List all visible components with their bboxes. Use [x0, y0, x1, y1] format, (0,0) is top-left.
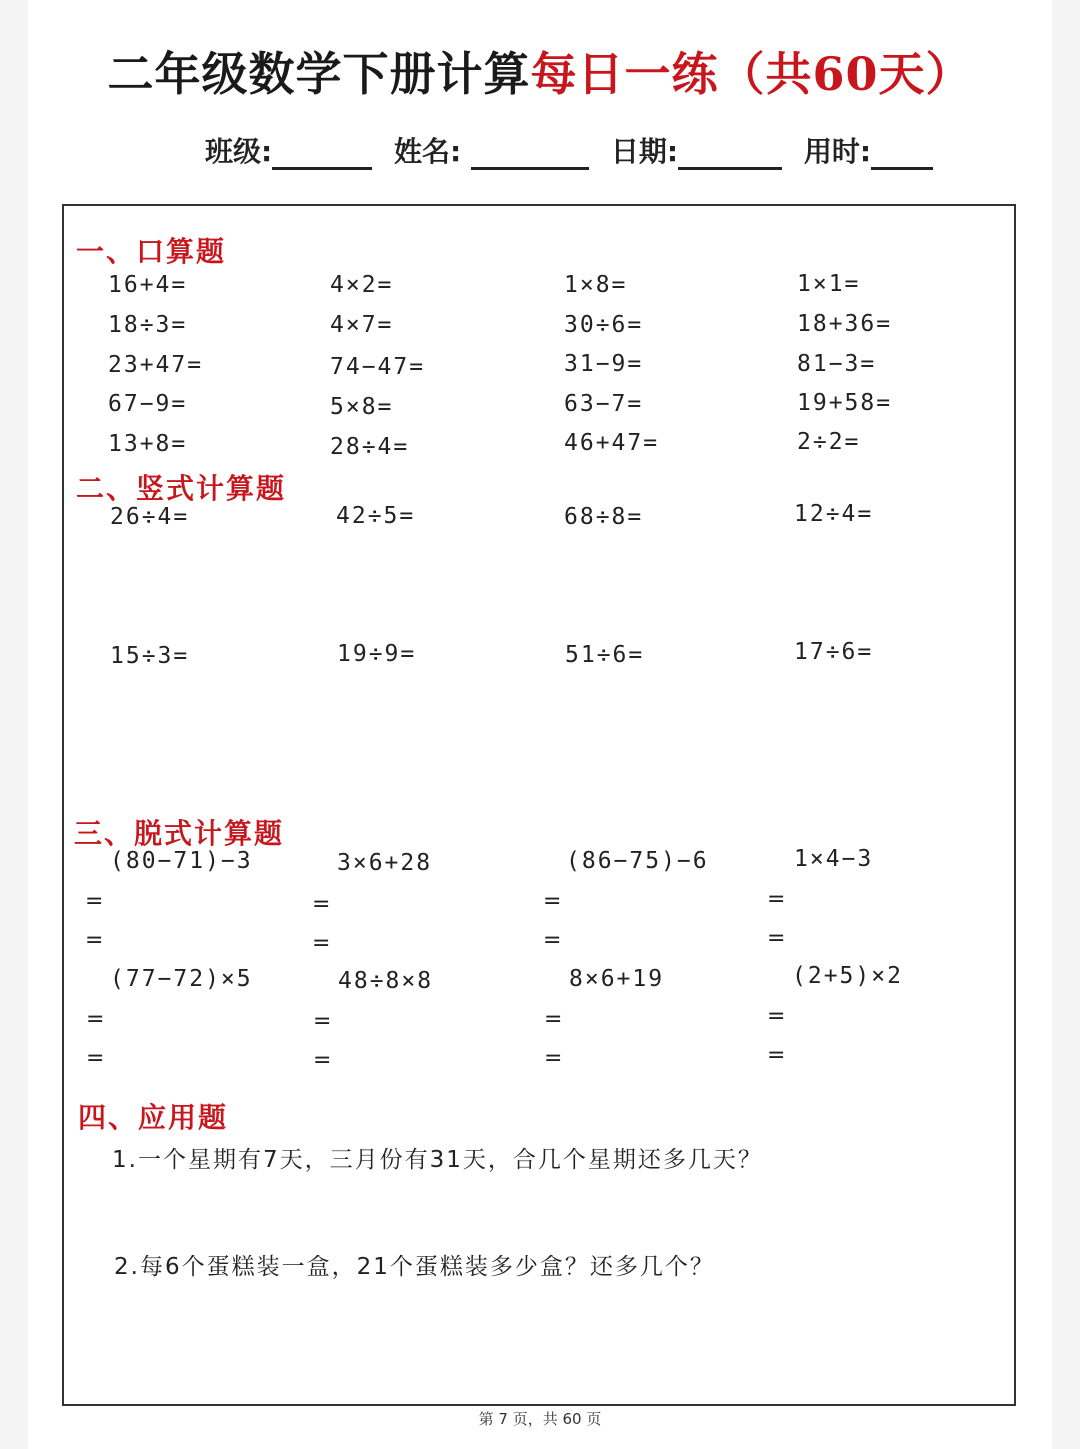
problem: 30÷6=	[564, 312, 644, 338]
problem: 17÷6=	[794, 639, 874, 665]
problem: 1×1=	[797, 271, 861, 297]
title-main: 二年级数学下册计算	[107, 47, 531, 101]
equals-sign: =	[767, 887, 786, 912]
problem: 81−3=	[797, 351, 877, 377]
time-blank[interactable]	[871, 141, 933, 170]
problem: 2÷2=	[797, 429, 861, 455]
problem: 19+58=	[797, 390, 893, 416]
section-title-step-calculation: 三、脱式计算题	[74, 817, 285, 850]
problem: 13+8=	[108, 431, 188, 457]
equals-sign: =	[313, 1048, 332, 1073]
equals-sign: =	[544, 1007, 563, 1032]
equals-sign: =	[767, 1043, 786, 1068]
problem: 46+47=	[564, 430, 660, 456]
time-label: 用时:	[803, 135, 872, 168]
problem: 68÷8=	[564, 504, 644, 530]
exercise-frame	[62, 204, 1016, 1406]
problem: 8×6+19	[569, 966, 665, 992]
class-label: 班级:	[205, 135, 273, 168]
problem: 19÷9=	[337, 641, 417, 667]
problem: 16+4=	[108, 272, 188, 298]
problem: (77−72)×5	[110, 966, 253, 992]
problem: (86−75)−6	[566, 848, 709, 874]
problem: 3×6+28	[337, 850, 433, 876]
problem: 1×4−3	[794, 846, 874, 872]
problem: 1×8=	[564, 272, 628, 298]
problem: 48÷8×8	[338, 968, 434, 994]
problem: (80−71)−3	[110, 848, 253, 874]
equals-sign: =	[86, 1046, 105, 1071]
name-blank[interactable]	[471, 141, 589, 170]
equals-sign: =	[86, 1007, 105, 1032]
problem: 28÷4=	[330, 434, 410, 460]
equals-sign: =	[312, 892, 331, 917]
problem: 4×7=	[330, 312, 394, 338]
problem: 51÷6=	[565, 642, 645, 668]
equals-sign: =	[313, 1009, 332, 1034]
equals-sign: =	[543, 889, 562, 914]
problem: 31−9=	[564, 351, 644, 377]
student-info-row	[205, 130, 945, 170]
equals-sign: =	[544, 1046, 563, 1071]
equals-sign: =	[85, 928, 104, 953]
problem: 5×8=	[330, 394, 394, 420]
equals-sign: =	[543, 928, 562, 953]
problem: 67−9=	[108, 391, 188, 417]
date-label: 日期:	[610, 135, 679, 168]
word-problem-1: 1.一个星期有7天，三月份有31天，合几个星期还多几天？	[112, 1147, 763, 1173]
problem: 12÷4=	[794, 501, 874, 527]
class-blank[interactable]	[272, 141, 372, 170]
page-title	[0, 38, 1080, 104]
section-title-mental-arithmetic: 一、口算题	[76, 235, 227, 268]
equals-sign: =	[767, 926, 786, 951]
section-title-word-problems: 四、应用题	[78, 1101, 229, 1134]
problem: 18÷3=	[108, 312, 188, 338]
equals-sign: =	[85, 889, 104, 914]
problem: 63−7=	[564, 391, 644, 417]
equals-sign: =	[312, 931, 331, 956]
problem: 18+36=	[797, 311, 893, 337]
equals-sign: =	[767, 1004, 786, 1029]
title-highlight: 每日一练（共60天）	[530, 47, 973, 101]
word-problem-2: 2.每6个蛋糕装一盒，21个蛋糕装多少盒？还多几个？	[114, 1254, 715, 1280]
date-blank[interactable]	[678, 141, 782, 170]
page-number: 第 7 页，共 60 页	[478, 1410, 602, 1428]
name-label: 姓名:	[393, 135, 462, 168]
problem: 15÷3=	[110, 643, 190, 669]
problem: 4×2=	[330, 272, 394, 298]
problem: (2+5)×2	[792, 963, 903, 989]
problem: 42÷5=	[336, 503, 416, 529]
problem: 23+47=	[108, 352, 204, 378]
section-title-vertical-calculation: 二、竖式计算题	[76, 472, 287, 505]
problem: 26÷4=	[110, 504, 190, 530]
problem: 74−47=	[330, 354, 426, 380]
